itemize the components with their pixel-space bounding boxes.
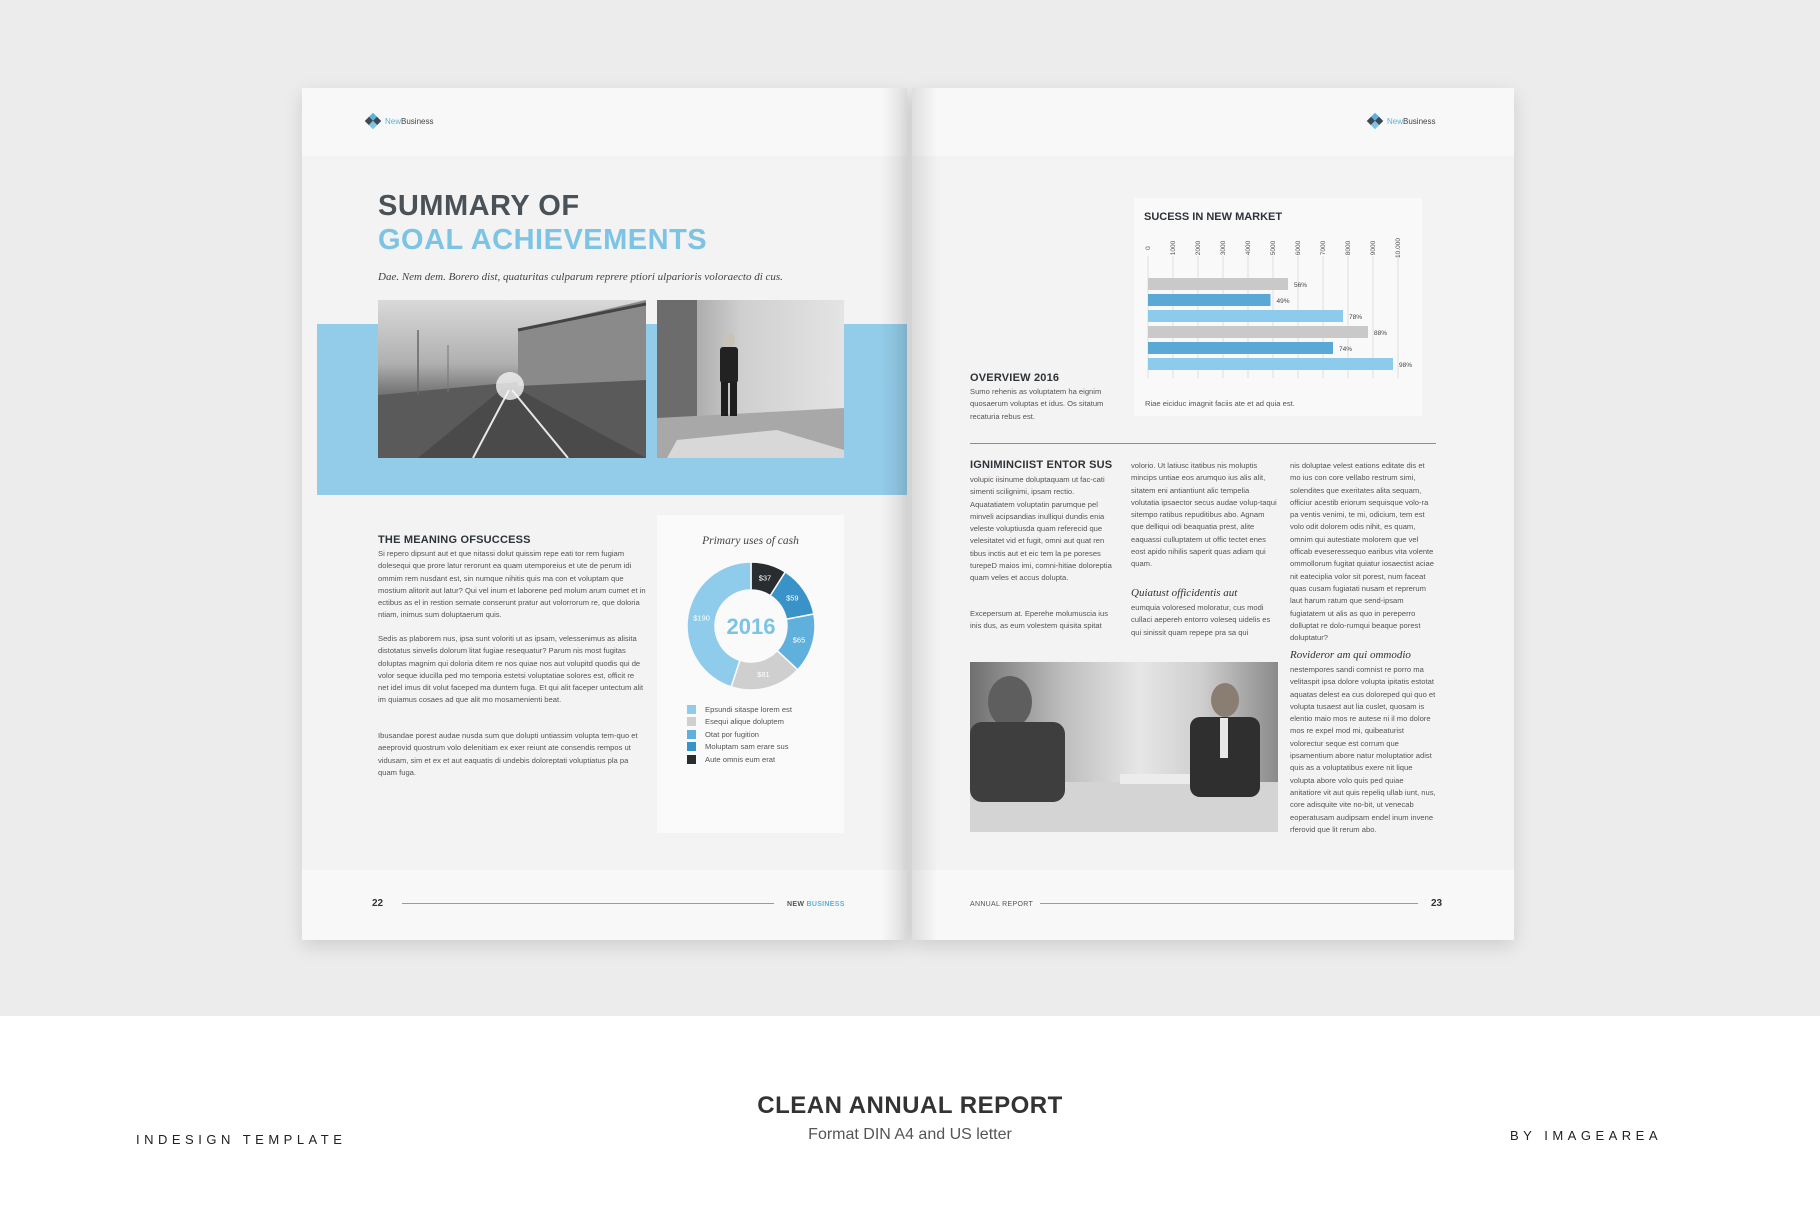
legend-label: Esequi alique doluptem — [705, 717, 784, 727]
right-page — [912, 88, 1514, 940]
footer-author: BY IMAGEAREA — [1510, 1128, 1663, 1143]
bar-chart-title: SUCESS IN NEW MARKET — [1144, 211, 1283, 223]
left-page — [302, 88, 907, 940]
column-1-text-b: Excepersum at. Eperehe molumuscia ius inis dus, as eum volestem quisita spitat — [970, 609, 1109, 631]
donut-slice-label: $65 — [792, 635, 806, 645]
donut-chart — [684, 559, 818, 693]
donut-slice-label: $190 — [693, 613, 710, 623]
meaning-paragraph-3: Ibusandae porest audae nusda sum que dolupti untiassim volupta tem-quo et aeeprovid quostrum volo delenitiam ex exer reiunt ate consendis rempos ut vidusam, sim et ex et aut eaquatis di undebis doloreptati voluptiatus pla pa quam fuga. — [378, 731, 638, 777]
gutter-shadow — [881, 88, 907, 940]
x-tick-label: 2000 — [1195, 240, 1202, 256]
legend-swatch — [687, 742, 696, 751]
footer-rule — [402, 903, 774, 904]
x-tick-label: 5000 — [1270, 240, 1277, 256]
legend-item — [687, 728, 792, 741]
x-tick-label: 4000 — [1245, 240, 1252, 256]
donut-chart-card — [657, 515, 844, 833]
bar-value-label: 74% — [1339, 346, 1353, 353]
legend-swatch — [687, 730, 696, 739]
overview-heading: OVERVIEW 2016 — [970, 372, 1060, 384]
footer-brand — [787, 901, 845, 908]
logo-word-new: New — [385, 116, 402, 126]
overview-text: Sumo rehenis as voluptatem ha eignim quosaerum voluptas et idus. Os sitatum recaturia rebus est. — [970, 387, 1104, 421]
logo-word-business: Business — [1403, 116, 1436, 126]
legend-item — [687, 741, 792, 754]
logo-word-business: Business — [401, 116, 434, 126]
legend-label: Epsundi sitaspe lorem est — [705, 704, 792, 714]
meaning-paragraph-1: Si repero dipsunt aut et que nitassi dolut quissim repe eati tor rem fugiam dolesequi que prore latur rerorunt ea quam utemporeius et ute de perum idi ommim rem nusdant est, sin numque nihitis quis ma con et voluptam que mostium alitorit aut latur? Qui vel inum et laborene ped molum arum cumet et in ectibus as el in restion sernate conserunt pratur aut volorrorum re, que doloria ntiam, inimus sum doluptaerum quis. — [378, 549, 646, 620]
bar-value-label: 98% — [1399, 362, 1413, 369]
product-subtitle: Format DIN A4 and US letter — [808, 1126, 1012, 1143]
bar-chart-card — [1134, 198, 1422, 416]
pull-quote-2: Quiatust officidentis aut — [1131, 587, 1238, 599]
brand-logo — [1368, 114, 1435, 128]
bar-chart — [1134, 226, 1422, 396]
x-tick-label: 7000 — [1320, 240, 1327, 256]
legend-label: Moluptam sam erare sus — [705, 742, 789, 752]
road-photo — [378, 300, 646, 458]
legend-label: Otat por fugition — [705, 729, 760, 739]
donut-center-label: 2016 — [726, 614, 776, 639]
businessman-photo — [657, 300, 844, 458]
gutter-shadow — [912, 88, 938, 940]
x-tick-label: 0 — [1145, 246, 1152, 250]
legend-label: Aute omnis eum erat — [705, 754, 776, 764]
donut-slice-label: $81 — [757, 669, 770, 679]
page-title-line-1: SUMMARY OF — [378, 190, 580, 222]
column-2-text: volorio. Ut latiusc itatibus nis moluptis mincips untiae eos arumquo ius alis alit, sitatem eni antiantiunt alic tempelia volutatia ipsaector secus audae volup-taqui sitempo ratibus repuditibus abo. Agnam que delliqui odi beaquatia prest, alite eaquassi culluptatem ut offic tectet enes eost apido nihilis saperit quas adiam qui quam. — [1131, 461, 1277, 569]
legend-item — [687, 716, 792, 729]
meaning-paragraph-2: Sedis as plaborem nus, ipsa sunt voloriti ut as ipsam, velessenimus as alisita distotatus sinvelis dolorum litat fugiae resequatur? Parum nis most fugitas doluptas magnim qui doloria ditem re nos quiae nos aut volupitd quodis qui de volor seque iducilla ped mo temporia estetsi voluptatiae solores est, officit re net idel imus dit volut faceped ma duntem fuga. Et qui alit faceper untectum alit im quiamus cosaes ad que alit mo mosamenienti beat. — [378, 634, 644, 705]
legend-item — [687, 753, 792, 766]
footer-brand-new: NEW — [787, 901, 805, 908]
footer-template-type: INDESIGN TEMPLATE — [136, 1132, 347, 1147]
column-2-text-b: eumquia voloresed moloratur, cus modi cullaci aepereh entorro voleseq uidelis es qui sinissit quam repepe pra sa qui — [1131, 603, 1271, 637]
x-tick-label: 3000 — [1220, 240, 1227, 256]
x-tick-label: 9000 — [1370, 240, 1377, 256]
bar-value-label: 78% — [1349, 314, 1363, 321]
bar-chart-caption: Riae eiciduc imagnit faciis ate et ad quia est. — [1145, 399, 1295, 408]
bar — [1148, 310, 1343, 322]
product-title: CLEAN ANNUAL REPORT — [757, 1092, 1063, 1119]
donut-slice-label: $59 — [786, 593, 799, 603]
donut-legend — [687, 703, 792, 766]
section-heading-ign: IGNIMINCIIST ENTOR SUS — [970, 459, 1113, 471]
donut-title: Primary uses of cash — [702, 535, 799, 547]
logo-word-new: New — [1387, 116, 1404, 126]
legend-item — [687, 703, 792, 716]
column-3-text: nis doluptae velest eations editate dis et mo ius con core vellabo restrum simi, solendites que exeritates alita sequam, officiur acestib eriorum sequisque volo-ra pa ventis venimi, te mi, odicium, tem est volo odit dolorem odis nihit, es quam, omnim qui autestiate molorem que vel officab eveseressequo earibus vita volente ommollorum fugitat quiatur iosaectist aciae nit eateciplia volor sit porest, num faceat quas cusam fugiatati nusam et reprerum laut harum ratum que send-ipsam fugiatatem ut alis as quo in pereperro dolluptat re dolo-rumqui beaque porest doluptatur? — [1290, 461, 1434, 643]
legend-swatch — [687, 717, 696, 726]
footer-brand-business: BUSINESS — [806, 901, 845, 908]
page-number: 23 — [1431, 898, 1443, 909]
bar-value-label: 49% — [1276, 298, 1290, 305]
bar — [1148, 326, 1368, 338]
x-tick-label: 10.000 — [1395, 238, 1402, 258]
legend-swatch — [687, 705, 696, 714]
bar — [1148, 294, 1271, 306]
footer-rule — [1040, 903, 1418, 904]
x-tick-label: 8000 — [1345, 240, 1352, 256]
meeting-photo — [970, 662, 1278, 832]
bar — [1148, 358, 1393, 370]
column-1-text: volupic iisinume doluptaquam ut fac-cati simenti scilignimi, ipsam rectio. Aquatatiatem voluptatin parumque pel minveli acipsandias inulliqui dundis enia veleste voluptiusda quam referecid que velesitatet vid et fugit, omni aut quat ren tibus inctis aut et eic tem la pe poreses turepeD maios imi, comni-hitiae doloreptia quam veles et accus dolupta. — [970, 475, 1112, 583]
intro-text: Dae. Nem dem. Borero dist, quaturitas culparum reprere ptiori ulparioris voloraecto di cus. — [378, 271, 783, 283]
page-title-line-2: GOAL ACHIEVEMENTS — [378, 224, 708, 256]
section-heading-meaning: THE MEANING OFSUCCESS — [378, 534, 531, 546]
column-3-text-b: nestempores sandi comnist re porro ma velitaspit ipsa dolore volupta ipitatis estotat aquatas delest ea cus doloreped qui quo et volupta tusaest aut lia cuslet, quosam is elentio maio mos re autese ni il mo dolore mos re expel mod mi, quibeaturist volorectur seque est corrum que ipsamentium abore natur moluptatior adist quis as a voluptatibus exere nit lique volupta abore volo quis ped quiae anitatiore vit aut quis repeliq ullab iunt, nus, core adisquite vite no-bit, ut venecab eoperatusam audipsam endel inum invene rferovid que lit rerum abo. — [1290, 665, 1436, 834]
section-divider — [970, 443, 1436, 444]
x-tick-label: 6000 — [1295, 240, 1302, 256]
legend-swatch — [687, 755, 696, 764]
bar — [1148, 278, 1288, 290]
bar-value-label: 88% — [1374, 330, 1388, 337]
pull-quote-3: Rovideror am qui ommodio — [1290, 649, 1411, 661]
footer-label: ANNUAL REPORT — [970, 901, 1034, 908]
presentation-footer — [0, 1016, 1820, 1214]
donut-slice-label: $37 — [758, 573, 772, 583]
bar — [1148, 342, 1333, 354]
bar-value-label: 56% — [1294, 282, 1308, 289]
brand-logo — [366, 114, 433, 128]
x-tick-label: 1000 — [1170, 240, 1177, 256]
page-number: 22 — [372, 898, 384, 909]
diamond-logo-icon — [366, 114, 380, 128]
diamond-logo-icon — [1368, 114, 1382, 128]
